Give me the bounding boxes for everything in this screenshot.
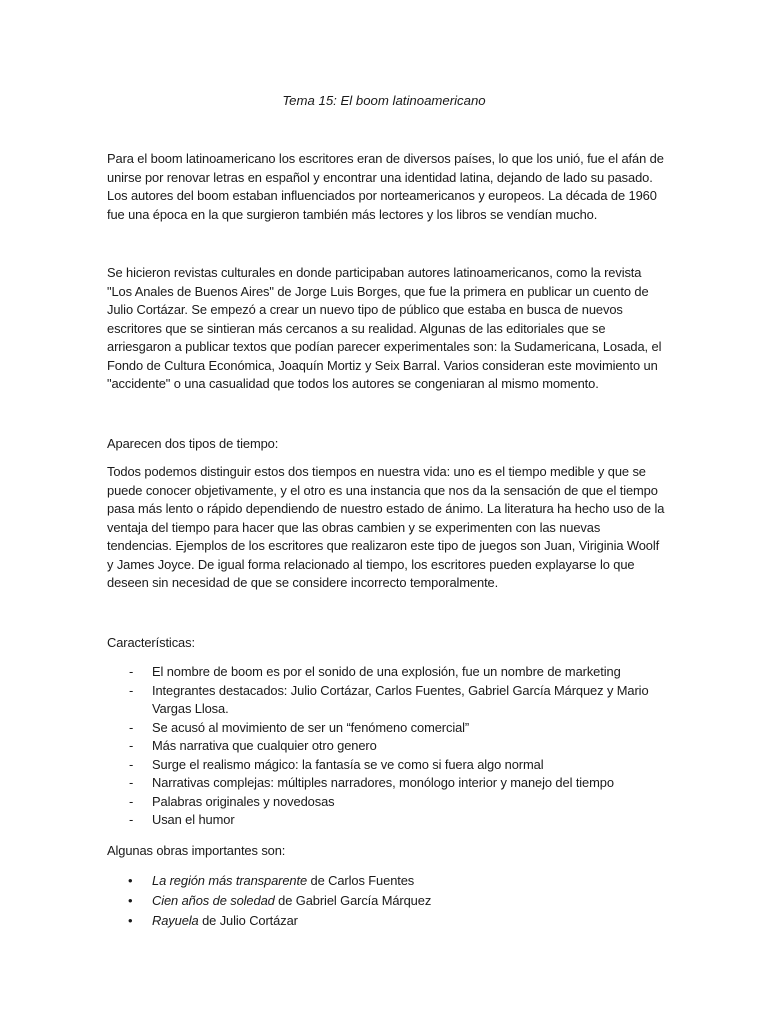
list-item — [107, 774, 667, 793]
list-item — [107, 891, 667, 911]
paragraph-intro: Para el boom latinoamericano los escritores eran de diversos países, lo que los unió, fue el afán de unirse por renovar letras en español y encontrar una identidad latina, dejando de lado su pasado. Los autores del boom estaban influenciados por norteamericanos y europeos. La década de 1960 fue una época en la que surgieron también más lectores y los libros se vendían mucho. — [107, 151, 664, 222]
dash-marker: - — [129, 719, 134, 735]
list-item — [107, 737, 667, 756]
list-item — [107, 682, 667, 719]
list-item-text: Palabras originales y novedosas — [152, 793, 335, 809]
document-title: Tema 15: El boom latinoamericano — [282, 93, 486, 108]
work-title: Cien años de soledad — [152, 893, 275, 908]
list-item — [107, 871, 667, 891]
work-author: de Julio Cortázar — [198, 913, 298, 928]
characteristics-list — [107, 663, 667, 830]
paragraph-tiempo: Todos podemos distinguir estos dos tiempos en nuestra vida: uno es el tiempo medible y que se puede conocer objetivamente, y el otro es una instancia que nos da la sensación de que el tiempo pasa más lento o rápido dependiendo de nuestro estado de ánimo. La literatura ha hecho uso de la ventaja del tiempo para hacer que las obras cambien y se experimenten con las nuevas tendencias. Ejemplos de los escritores que realizaron este tipo de juegos son Juan, Viriginia Woolf y James Joyce. De igual forma relacionado al tiempo, los escritores pueden explayarse lo que deseen sin necesidad de que se considere incorrecto temporalmente. — [107, 464, 665, 590]
characteristics-heading: Características: — [107, 635, 195, 650]
list-item-text: El nombre de boom es por el sonido de una explosión, fue un nombre de marketing — [152, 664, 621, 679]
bullet-marker: • — [128, 913, 133, 928]
works-list — [107, 871, 667, 931]
bullet-marker: • — [128, 873, 133, 888]
list-item — [107, 911, 667, 931]
list-item — [107, 756, 667, 775]
bullet-marker: • — [128, 893, 133, 908]
list-item — [107, 793, 667, 812]
list-item-text: Más narrativa que cualquier otro genero — [152, 738, 377, 753]
dash-marker: - — [129, 738, 134, 753]
dash-marker: - — [129, 775, 134, 790]
work-title: Rayuela — [152, 913, 199, 928]
work-title: La región más transparente — [152, 873, 308, 888]
dash-marker: - — [129, 664, 134, 679]
work-author: de Gabriel García Márquez — [274, 893, 432, 908]
list-item — [107, 663, 667, 682]
list-item-text: Integrantes destacados: Julio Cortázar, Carlos Fuentes, Gabriel García Márquez y Mario Vargas Llosa. — [152, 682, 649, 716]
list-item-text: Usan el humor — [152, 812, 235, 827]
dash-marker: - — [129, 793, 134, 809]
list-item-text: Narrativas complejas: múltiples narradores, monólogo interior y manejo del tiempo — [152, 775, 614, 790]
dash-marker: - — [129, 812, 134, 827]
list-item — [107, 719, 667, 738]
paragraph-revistas: Se hicieron revistas culturales en donde participaban autores latinoamericanos, como la revista "Los Anales de Buenos Aires" de Jorge Luis Borges, que fue la primera en publicar un cuento de Julio Cortázar. Se empezó a crear un nuevo tipo de público que estaba en busca de nuevos escritores que se sintieran más cercanos a su realidad. Algunas de las editoriales que se arriesgaron a publicar textos que podían parecer experimentales son: la Sudamericana, Losada, el Fondo de Cultura Económica, Joaquín Mortiz y Seix Barral. Varios consideran este movimiento un "accidente" o una casualidad que todos los autores se congeniaran al mismo momento. — [107, 265, 662, 391]
list-item-text: Se acusó al movimiento de ser un “fenómeno comercial” — [152, 719, 470, 735]
work-author: de Carlos Fuentes — [307, 873, 415, 888]
paragraph-tiempo-heading: Aparecen dos tipos de tiempo: — [107, 436, 279, 451]
list-item — [107, 811, 667, 830]
works-heading: Algunas obras importantes son: — [107, 843, 286, 858]
list-item-text: Surge el realismo mágico: la fantasía se ve como si fuera algo normal — [152, 756, 544, 772]
dash-marker: - — [129, 756, 134, 772]
dash-marker: - — [129, 682, 134, 698]
